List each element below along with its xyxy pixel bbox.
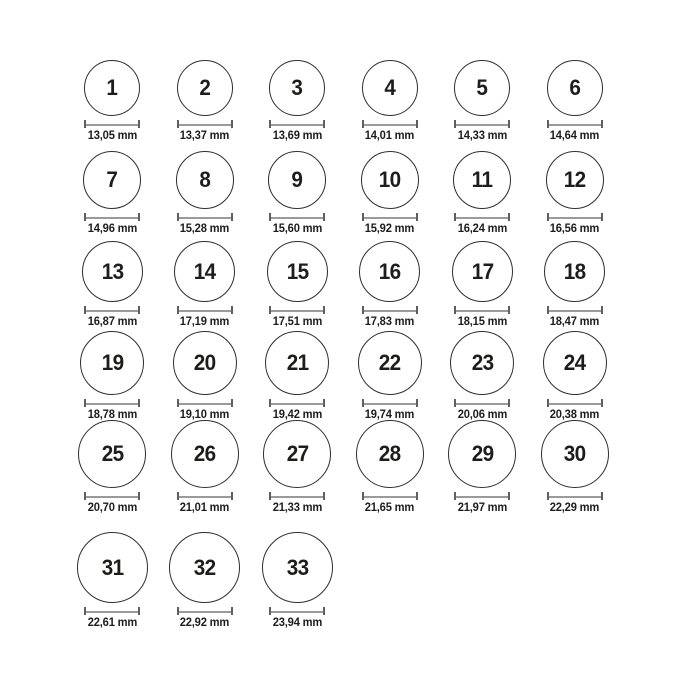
diameter-label: 16,87 mm xyxy=(87,316,137,329)
ring-size-cell xyxy=(344,50,437,143)
diameter-ruler xyxy=(269,492,325,500)
ring-circle xyxy=(546,151,604,209)
ring-circle xyxy=(169,532,240,603)
ring-size-number: 16 xyxy=(378,258,401,284)
diameter-ruler xyxy=(177,607,233,615)
diameter-label: 17,19 mm xyxy=(180,316,230,329)
ring-size-cell xyxy=(344,329,437,422)
ring-circle xyxy=(82,241,143,302)
ring-size-number: 26 xyxy=(193,441,216,467)
ring-size-number: 13 xyxy=(101,258,124,284)
ring-size-number: 17 xyxy=(471,258,494,284)
ring-size-cell xyxy=(529,236,622,329)
diameter-ruler xyxy=(84,607,140,615)
ring-size-number: 5 xyxy=(476,75,488,101)
ring-size-cell xyxy=(344,236,437,329)
diameter-ruler xyxy=(547,492,603,500)
ring-size-cell xyxy=(436,329,529,422)
diameter-ruler xyxy=(84,120,140,128)
diameter-label: 14,96 mm xyxy=(87,223,137,236)
ring-size-number: 20 xyxy=(193,350,216,376)
ring-size-number: 29 xyxy=(471,441,494,467)
ring-size-number: 14 xyxy=(193,258,216,284)
diameter-ruler xyxy=(454,306,510,314)
ring-circle xyxy=(177,60,233,116)
ring-size-number: 23 xyxy=(471,350,494,376)
ring-size-number: 24 xyxy=(563,350,586,376)
ring-circle xyxy=(78,420,146,488)
diameter-label: 18,15 mm xyxy=(457,316,507,329)
diameter-label: 20,06 mm xyxy=(457,409,507,422)
diameter-ruler xyxy=(454,399,510,407)
ring-size-number: 33 xyxy=(286,554,309,580)
ring-size-number: 15 xyxy=(286,258,309,284)
ring-circle xyxy=(453,151,511,209)
diameter-ruler xyxy=(269,607,325,615)
ring-circle xyxy=(265,331,329,395)
diameter-ruler xyxy=(547,399,603,407)
ring-size-number: 22 xyxy=(378,350,401,376)
diameter-label: 16,24 mm xyxy=(457,223,507,236)
ring-size-cell xyxy=(251,143,344,236)
chart-rows xyxy=(66,50,700,630)
ring-circle xyxy=(77,532,148,603)
diameter-ruler xyxy=(177,213,233,221)
diameter-ruler xyxy=(454,120,510,128)
diameter-label: 13,69 mm xyxy=(272,130,322,143)
ring-size-cell xyxy=(66,236,159,329)
diameter-label: 13,37 mm xyxy=(180,130,230,143)
ring-circle xyxy=(268,151,326,209)
ring-size-cell xyxy=(436,422,529,515)
diameter-label: 19,10 mm xyxy=(180,409,230,422)
diameter-label: 17,83 mm xyxy=(365,316,415,329)
diameter-ruler xyxy=(547,120,603,128)
ring-size-cell xyxy=(529,143,622,236)
ring-size-cell xyxy=(251,50,344,143)
ring-circle xyxy=(267,241,328,302)
ring-size-number: 27 xyxy=(286,441,309,467)
ring-size-number: 12 xyxy=(563,167,586,193)
diameter-label: 20,38 mm xyxy=(550,409,600,422)
diameter-ruler xyxy=(362,120,418,128)
diameter-label: 13,05 mm xyxy=(87,130,137,143)
diameter-ruler xyxy=(84,492,140,500)
ring-size-cell xyxy=(66,422,159,515)
diameter-label: 21,01 mm xyxy=(180,502,230,515)
chart-row xyxy=(66,50,700,143)
diameter-label: 15,28 mm xyxy=(180,223,230,236)
ring-size-number: 11 xyxy=(471,167,493,193)
ring-circle xyxy=(83,151,141,209)
ring-size-cell xyxy=(436,143,529,236)
diameter-label: 16,56 mm xyxy=(550,223,600,236)
ring-circle xyxy=(263,420,331,488)
ring-size-number: 6 xyxy=(569,75,581,101)
chart-row xyxy=(66,422,700,515)
ring-circle xyxy=(450,331,514,395)
ring-size-cell xyxy=(159,422,252,515)
diameter-label: 21,33 mm xyxy=(272,502,322,515)
diameter-ruler xyxy=(362,306,418,314)
diameter-ruler xyxy=(177,399,233,407)
ring-size-cell xyxy=(66,143,159,236)
diameter-label: 18,78 mm xyxy=(87,409,137,422)
ring-size-number: 31 xyxy=(101,554,124,580)
ring-size-number: 18 xyxy=(563,258,586,284)
ring-size-number: 8 xyxy=(199,167,211,193)
ring-size-cell xyxy=(66,50,159,143)
diameter-ruler xyxy=(269,306,325,314)
diameter-label: 14,64 mm xyxy=(550,130,600,143)
ring-circle xyxy=(80,331,144,395)
diameter-label: 22,29 mm xyxy=(550,502,600,515)
ring-size-number: 3 xyxy=(291,75,303,101)
ring-size-cell xyxy=(529,329,622,422)
diameter-ruler xyxy=(84,213,140,221)
diameter-label: 18,47 mm xyxy=(550,316,600,329)
diameter-label: 23,94 mm xyxy=(272,617,322,630)
ring-circle xyxy=(544,241,605,302)
ring-circle xyxy=(541,420,609,488)
ring-size-number: 30 xyxy=(563,441,586,467)
ring-size-cell xyxy=(529,422,622,515)
diameter-label: 15,92 mm xyxy=(365,223,415,236)
ring-size-number: 7 xyxy=(106,167,118,193)
diameter-ruler xyxy=(362,492,418,500)
ring-size-number: 25 xyxy=(101,441,124,467)
ring-size-cell xyxy=(159,329,252,422)
ring-circle xyxy=(262,532,333,603)
chart-row xyxy=(66,515,700,630)
ring-circle xyxy=(171,420,239,488)
ring-circle xyxy=(84,60,140,116)
ring-circle xyxy=(361,151,419,209)
diameter-label: 21,65 mm xyxy=(365,502,415,515)
ring-size-cell xyxy=(251,422,344,515)
diameter-ruler xyxy=(84,306,140,314)
diameter-label: 14,01 mm xyxy=(365,130,415,143)
ring-size-cell xyxy=(159,515,252,630)
ring-circle xyxy=(543,331,607,395)
ring-size-number: 32 xyxy=(193,554,216,580)
ring-circle xyxy=(454,60,510,116)
ring-size-cell xyxy=(344,422,437,515)
chart-row xyxy=(66,143,700,236)
diameter-label: 21,97 mm xyxy=(457,502,507,515)
diameter-ruler xyxy=(362,399,418,407)
ring-circle xyxy=(358,331,422,395)
ring-size-cell xyxy=(251,236,344,329)
ring-size-cell xyxy=(251,329,344,422)
ring-size-cell xyxy=(159,50,252,143)
diameter-label: 22,92 mm xyxy=(180,617,230,630)
ring-circle xyxy=(452,241,513,302)
ring-circle xyxy=(547,60,603,116)
ring-size-cell xyxy=(529,50,622,143)
ring-size-number: 4 xyxy=(384,75,396,101)
ring-size-cell xyxy=(344,143,437,236)
ring-size-cell xyxy=(251,515,344,630)
diameter-label: 14,33 mm xyxy=(457,130,507,143)
ring-size-cell xyxy=(159,236,252,329)
diameter-label: 17,51 mm xyxy=(272,316,322,329)
ring-size-cell xyxy=(436,50,529,143)
ring-circle xyxy=(176,151,234,209)
diameter-ruler xyxy=(454,492,510,500)
ring-circle xyxy=(448,420,516,488)
ring-size-number: 19 xyxy=(101,350,124,376)
diameter-ruler xyxy=(269,120,325,128)
diameter-ruler xyxy=(454,213,510,221)
ring-size-number: 1 xyxy=(106,75,118,101)
ring-size-number: 10 xyxy=(378,167,401,193)
diameter-ruler xyxy=(547,306,603,314)
ring-circle xyxy=(356,420,424,488)
ring-size-number: 9 xyxy=(291,167,303,193)
chart-row xyxy=(66,236,700,329)
ring-size-number: 2 xyxy=(199,75,211,101)
ring-circle xyxy=(362,60,418,116)
ring-circle xyxy=(174,241,235,302)
ring-circle xyxy=(173,331,237,395)
diameter-ruler xyxy=(177,306,233,314)
ring-size-number: 21 xyxy=(286,350,309,376)
chart-row xyxy=(66,329,700,422)
ring-size-number: 28 xyxy=(378,441,401,467)
diameter-label: 22,61 mm xyxy=(87,617,137,630)
diameter-ruler xyxy=(177,120,233,128)
ring-circle xyxy=(359,241,420,302)
diameter-label: 19,42 mm xyxy=(272,409,322,422)
diameter-label: 20,70 mm xyxy=(87,502,137,515)
diameter-ruler xyxy=(269,213,325,221)
ring-size-cell xyxy=(159,143,252,236)
ring-size-cell xyxy=(66,329,159,422)
diameter-ruler xyxy=(177,492,233,500)
diameter-label: 15,60 mm xyxy=(272,223,322,236)
diameter-ruler xyxy=(84,399,140,407)
diameter-ruler xyxy=(547,213,603,221)
ring-circle xyxy=(269,60,325,116)
diameter-label: 19,74 mm xyxy=(365,409,415,422)
ring-size-cell xyxy=(436,236,529,329)
ring-size-cell xyxy=(66,515,159,630)
diameter-ruler xyxy=(362,213,418,221)
diameter-ruler xyxy=(269,399,325,407)
